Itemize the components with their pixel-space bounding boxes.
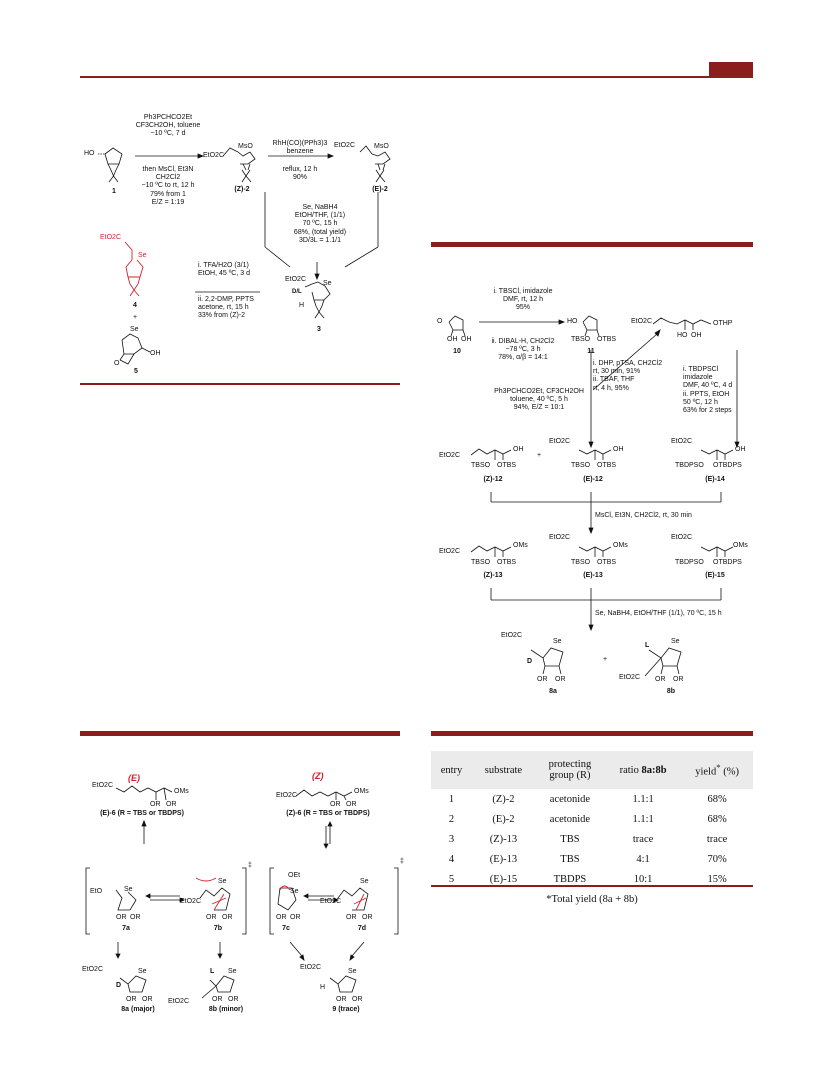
s2-compound-z12: (Z)-12 (483, 476, 503, 483)
scheme-2 (431, 280, 753, 710)
s3-e6-ester: EtO2C (92, 782, 114, 789)
s3-8a-ester: EtO2C (82, 966, 104, 973)
s3-9-h: H (320, 984, 326, 991)
s3-7b-or2: OR (222, 914, 233, 921)
s1-5-o: O (114, 360, 120, 367)
s1-compound-5: 5 (134, 368, 138, 375)
s3-dagger-1: ‡ (248, 862, 252, 869)
table-row: 2 (E)-2 acetonide 1.1:1 68% (448, 813, 727, 825)
s2-z13-tbso: TBSO (471, 559, 491, 566)
s1-cond-4-top: i. TFA/H2O (3/1) EtOH, 45 ºC, 3 d (198, 262, 250, 278)
s3-7d-ester: EtO2C (320, 898, 342, 905)
s3-7c-or2: OR (290, 914, 301, 921)
s2-11-otbs: OTBS (597, 336, 617, 343)
s2-8b-l: L (645, 642, 650, 649)
th-yield: yield* (%) (681, 751, 753, 789)
s2-step-tbscl: i. TBSCl, imidazole DMF, rt, 12 h 95% (493, 288, 553, 312)
scheme-1 (80, 112, 400, 382)
scheme-2-structures (431, 280, 753, 710)
s2-step-tbdps: i. TBDPSCl imidazole DMF, 40 ºC, 4 d ii. PPTS, EtOH 50 ºC, 12 h 63% for 2 steps (683, 366, 733, 415)
scheme-3 (80, 770, 404, 1020)
s2-z13-oms: OMs (513, 542, 528, 549)
s3-7d-or2: OR (362, 914, 373, 921)
s2-thp-othp: OTHP (713, 320, 733, 327)
s1-compound-1: 1 (112, 188, 116, 195)
s3-z6-oms: OMs (354, 788, 369, 795)
s2-compound-11: 11 (587, 348, 595, 355)
s2-8a-or1: OR (537, 676, 548, 683)
table-footnote: *Total yield (8a + 8b) (546, 893, 638, 905)
s2-step-se: Se, NaBH4, EtOH/THF (1/1), 70 ºC, 15 h (595, 610, 722, 617)
s3-9-or2: OR (352, 996, 363, 1003)
s1-cond-rh-top: RhH(CO)(PPh3)3 benzene (272, 140, 328, 156)
s2-compound-e14: (E)-14 (705, 476, 725, 483)
s3-7c-oet: OEt (288, 872, 301, 879)
s3-e6-or1: OR (150, 801, 161, 808)
table-footnote-row (431, 889, 753, 909)
s2-e15-oms: OMs (733, 542, 748, 549)
s2-e12-tbso: TBSO (571, 462, 591, 469)
s2-10-oh2: OH (461, 336, 472, 343)
s1-4-ester: EtO2C (100, 234, 122, 241)
s3-compound-8b: 8b (minor) (208, 1006, 244, 1013)
s1-cond-top: Ph3PCHCO2Et CF3CH2OH, toluene −10 ºC, 7 d (135, 114, 201, 138)
s3-compound-8a: 8a (major) (121, 1006, 155, 1013)
s3-compound-9: 9 (trace) (332, 1006, 360, 1013)
s2-e14-otbdps: OTBDPS (713, 462, 742, 469)
s3-dagger-2: ‡ (400, 858, 404, 865)
s1-cond-rh-bottom: reflux, 12 h 90% (282, 166, 318, 182)
s2-e12-oh: OH (613, 446, 624, 453)
scheme-3-top-rule (80, 731, 400, 736)
s1-cond-bottom: then MsCl, Et3N CH2Cl2 −10 ºC to rt, 12 h 79% from 1 E/Z = 1:19 (141, 166, 195, 206)
s2-8b-or1: OR (655, 676, 666, 683)
s2-e14-ester: EtO2C (671, 438, 693, 445)
s2-e13-ester: EtO2C (549, 534, 571, 541)
s2-8a-se: Se (553, 638, 562, 645)
s2-z12-tbso: TBSO (471, 462, 491, 469)
page-tab-marker (709, 62, 753, 76)
s3-8b-l: L (210, 968, 215, 975)
s3-7b-or1: OR (206, 914, 217, 921)
s1-3-h: H (299, 302, 305, 309)
s2-e13-oms: OMs (613, 542, 628, 549)
s3-7a-or2: OR (130, 914, 141, 921)
s2-compound-8a: 8a (549, 688, 557, 695)
table-row: 4 (E)-13 TBS 4:1 70% (448, 853, 727, 865)
s3-z-tag: (Z) (312, 771, 324, 781)
s3-8b-se: Se (228, 968, 237, 975)
s2-e12-ester: EtO2C (549, 438, 571, 445)
s3-8b-or2: OR (228, 996, 239, 1003)
s2-step-dibal: ii. DIBAL-H, CH2Cl2 −78 ºC, 3 h 78%, α/β = 14:1 (491, 338, 555, 362)
th-ratio: ratio 8a:8b (605, 751, 681, 789)
s3-7c-se: Se (290, 888, 299, 895)
s2-11-ho: HO (567, 318, 578, 325)
s2-thp-ho: HO (677, 332, 688, 339)
s3-e6-label: (E)-6 (R = TBS or TBDPS) (100, 810, 184, 817)
table-header-row (431, 751, 753, 789)
s2-step-wittig: Ph3PCHCO2Et, CF3CH2OH toluene, 40 ºC, 5 h 94%, E/Z = 10:1 (494, 388, 584, 412)
s2-e14-tbdpso: TBDPSO (675, 462, 704, 469)
s3-compound-7b: 7b (213, 925, 223, 932)
s1-3-dl: D/L (292, 289, 302, 295)
s3-z6-or2: OR (346, 801, 357, 808)
s3-z6-ester: EtO2C (276, 792, 298, 799)
s3-7a-se: Se (124, 886, 133, 893)
s3-7a-eto: EtO (90, 888, 103, 895)
s1-e2-ester: EtO2C (334, 142, 356, 149)
s1-5-oh: OH (150, 350, 161, 357)
s2-e15-ester: EtO2C (671, 534, 693, 541)
s2-compound-e12: (E)-12 (583, 476, 603, 483)
s3-7d-se: Se (360, 878, 369, 885)
s1-e2-mso: MsO (374, 143, 389, 150)
s1-3-ester: EtO2C (285, 276, 307, 283)
s3-compound-7d: 7d (357, 925, 367, 932)
s2-8a-ester: EtO2C (501, 632, 523, 639)
s1-compound-3: 3 (317, 326, 321, 333)
s1-compound-z2: (Z)-2 (234, 186, 250, 193)
s3-7b-ester: EtO2C (180, 898, 202, 905)
s3-9-ester: EtO2C (300, 964, 322, 971)
s2-11-tbso: TBSO (571, 336, 591, 343)
s2-8a-d: D (527, 658, 533, 665)
s2-8b-or2: OR (673, 676, 684, 683)
s2-compound-8b: 8b (666, 688, 676, 695)
s2-step-mscl: MsCl, Et3N, CH2Cl2, rt, 30 min (595, 512, 692, 519)
s2-step-dhp: i. DHP, pTSA, CH2Cl2 rt, 30 min, 91% ii. TBAF, THF rt, 4 h, 95% (593, 360, 663, 392)
s3-8a-or2: OR (142, 996, 153, 1003)
s1-plus: + (132, 314, 138, 321)
s3-8a-se: Se (138, 968, 147, 975)
s2-z13-ester: EtO2C (439, 548, 461, 555)
s3-compound-7c: 7c (282, 925, 290, 932)
s1-compound-e2: (E)-2 (372, 186, 388, 193)
s3-e-tag: (E) (128, 773, 140, 783)
table-row: 5 (E)-15 TBDPS 10:1 15% (448, 873, 727, 885)
s3-7c-or1: OR (276, 914, 287, 921)
scheme-1-bottom-rule (80, 383, 400, 385)
s3-e6-or2: OR (166, 801, 177, 808)
s1-z2-mso: MsO (238, 143, 253, 150)
s2-8b-ester: EtO2C (619, 674, 641, 681)
s2-10-oh: OH (447, 336, 458, 343)
table-bottom-rule (431, 885, 753, 887)
s2-z13-otbs: OTBS (497, 559, 517, 566)
s2-e15-otbdps: OTBDPS (713, 559, 742, 566)
s2-plus-1: + (537, 452, 542, 459)
scheme-1-structures (80, 112, 400, 382)
s1-4-se: Se (138, 252, 147, 259)
s2-e12-otbs: OTBS (597, 462, 617, 469)
s2-10-o: O (437, 318, 443, 325)
s3-8b-ester: EtO2C (168, 998, 190, 1005)
s1-ho-label: HO (84, 150, 95, 157)
s2-8b-se: Se (671, 638, 680, 645)
table-row: 1 (Z)-2 acetonide 1.1:1 68% (448, 793, 727, 805)
s3-z6-or1: OR (330, 801, 341, 808)
s2-compound-e13: (E)-13 (583, 572, 603, 579)
header-rule (80, 76, 753, 78)
s2-e14-oh: OH (735, 446, 746, 453)
s2-compound-10: 10 (453, 348, 461, 355)
s2-compound-e15: (E)-15 (705, 572, 725, 579)
s2-e13-tbso: TBSO (571, 559, 591, 566)
s3-8b-or1: OR (212, 996, 223, 1003)
s3-9-se: Se (348, 968, 357, 975)
s3-z6-label: (Z)-6 (R = TBS or TBDPS) (286, 810, 370, 817)
s1-z2-ester: EtO2C (203, 152, 225, 159)
s2-plus-2: + (603, 656, 608, 663)
s3-compound-7a: 7a (122, 925, 130, 932)
th-entry: entry (431, 751, 472, 789)
s3-9-or1: OR (336, 996, 347, 1003)
s3-7a-or1: OR (116, 914, 127, 921)
s3-7d-or1: OR (346, 914, 357, 921)
scheme-2-top-rule (431, 242, 753, 247)
s1-compound-4: 4 (133, 302, 137, 309)
th-protecting-group: protecting group (R) (535, 751, 605, 789)
s2-z12-oh: OH (513, 446, 524, 453)
s1-5-se: Se (130, 326, 139, 333)
s2-thp-oh: OH (691, 332, 702, 339)
s2-z12-ester: EtO2C (439, 452, 461, 459)
s2-compound-z13: (Z)-13 (483, 572, 503, 579)
s2-thp-ester: EtO2C (631, 318, 653, 325)
table-row: 3 (Z)-13 TBS trace trace (448, 833, 728, 845)
th-substrate: substrate (472, 751, 535, 789)
s1-cond-se: Se, NaBH4 EtOH/THF, (1/1) 70 ºC, 15 h 68%, (total yield) 3D/3L = 1.1/1 (293, 204, 347, 244)
table-top-rule (431, 731, 753, 736)
s3-8a-d: D (116, 982, 122, 989)
s1-cond-4-bottom: ii. 2,2-DMP, PPTS acetone, rt, 15 h 33% from (Z)-2 (198, 296, 254, 320)
s3-7b-se: Se (218, 878, 227, 885)
s2-8a-or2: OR (555, 676, 566, 683)
s3-e6-oms: OMs (174, 788, 189, 795)
s1-3-se: Se (323, 280, 332, 287)
s3-8a-or1: OR (126, 996, 137, 1003)
s2-e13-otbs: OTBS (597, 559, 617, 566)
s2-e15-tbdpso: TBDPSO (675, 559, 704, 566)
s2-z12-otbs: OTBS (497, 462, 517, 469)
